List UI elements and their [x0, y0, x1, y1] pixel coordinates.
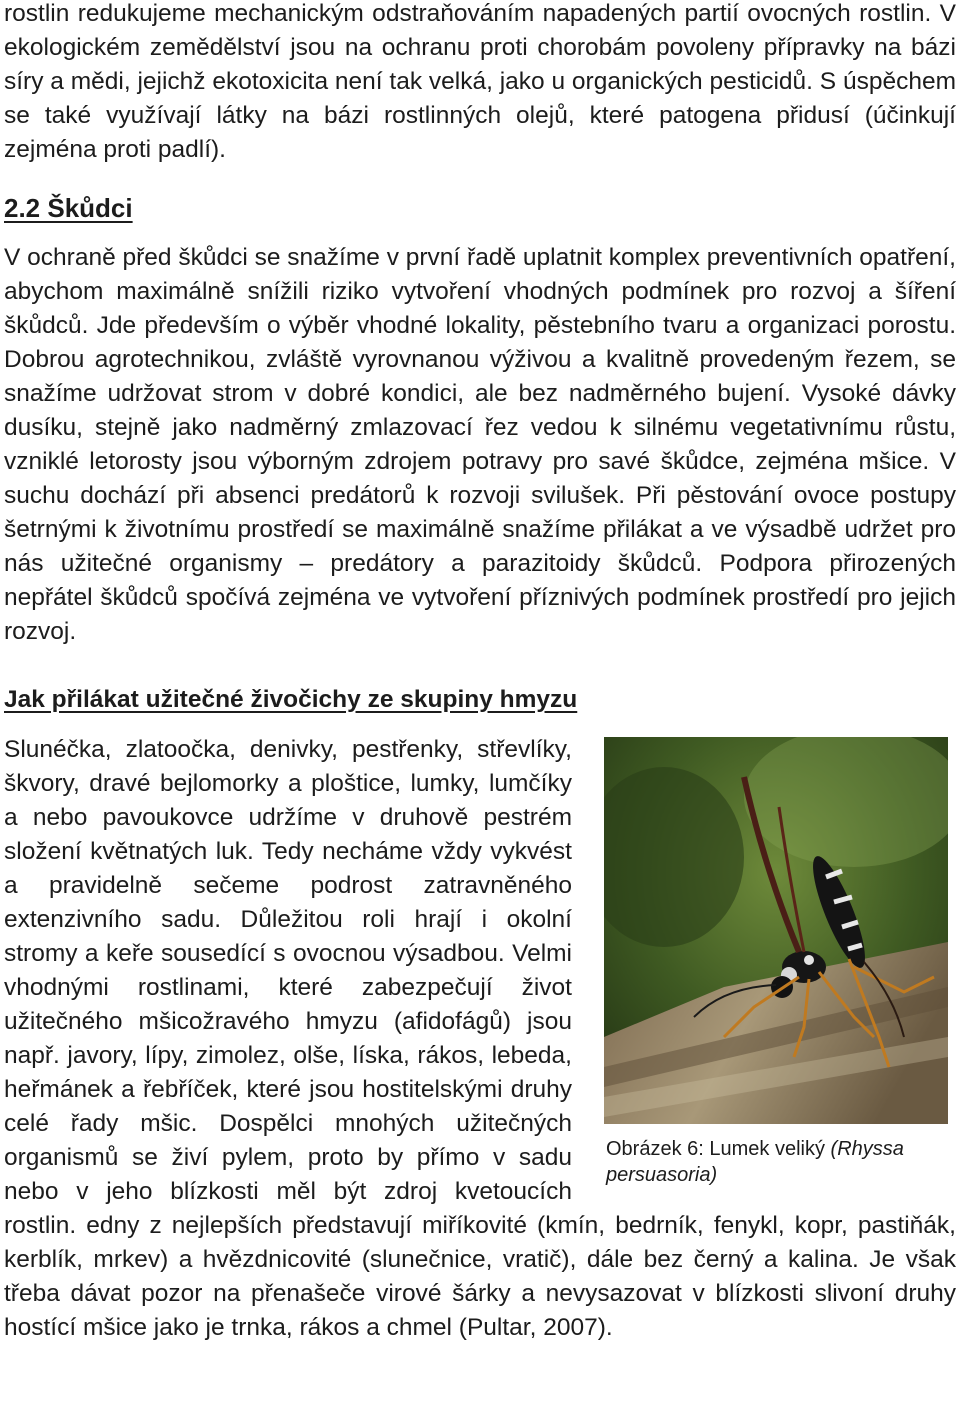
figure-caption-latin: (Rhyssa persuasoria) [606, 1138, 904, 1186]
photo-illustration [604, 737, 948, 1124]
section-heading: 2.2 Škůdci [4, 193, 133, 223]
intro-paragraph: rostlin redukujeme mechanickým odstraňováním napadených partií ovocných rostlin. V ekologickém zemědělství jsou na ochranu proti chorobám povoleny přípravky na bázi síry a mědi, jejichž ekotoxicita není tak velká, jako u organických pesticidů. S úspěchem se také využívají látky na bázi rostlinných olejů, které patogena přidusí (účinkují zejména proti padlí). [4, 0, 956, 163]
subsection-paragraph: Slunéčka, zlatoočka, denivky, pestřenky, střevlíky, škvory, dravé bejlomorky a ploštice, lumky, lumčíky a nebo pavoukovce udržíme v druhově pestrém složení květnatých luk. Tedy necháme vždy vykvést a pravidelně sečeme podrost zatravněného extenzivního sadu. Důležitou roli hrají i okolní stromy a keře sousedící s ovocnou výsadbou. Velmi vhodnými rostlinami, které zabezpečují život užitečného mšicožravého hmyzu (afidofágů) jsou např. javory, lípy, zimolez, olše, líska, rákos, lebeda, heřmánek a řebříček, které jsou hostitelskými druhy celé řady mšic. Dospělci mnohých užitečných organismů se živí pylem, proto by přímo v sadu nebo v jeho blízkosti měl být zdroj kvetoucích rostlin. edny z nejlepších představují miříkovité (kmín, bedrník, fenykl, kopr, pastiňák, kerblík, mrkev) a hvězdnicovité (slunečnice, vratič), dále bez černý a kalina. Je však třeba dávat pozor na přenašeče virové šárky a nevysazovat v blízkosti slivoní druhy hostící mšice jako je trnka, rákos a chmel (Pultar, 2007). [4, 736, 956, 1341]
figure [604, 737, 956, 1188]
figure-caption [604, 1136, 956, 1188]
subsection-heading: Jak přilákat užitečné živočichy ze skupiny hmyzu [4, 686, 578, 713]
figure-caption-text: Obrázek 6: Lumek veliký [606, 1138, 831, 1160]
ichneumon-wasp-photo [604, 737, 948, 1124]
section-paragraph: V ochraně před škůdci se snažíme v první řadě uplatnit komplex preventivních opatření, abychom maximálně snížili riziko vytvoření vhodných podmínek pro rozvoj a šíření škůdců. Jde především o výběr vhodné lokality, pěstebního tvaru a organizaci porostu. Dobrou agrotechnikou, zvláště vyrovnanou výživou a kvalitně provedeným řezem, se snažíme udržovat strom v dobré kondici, ale bez nadměrného bujení. Vysoké dávky dusíku, stejně jako nadměrný zmlazovací řez vedou k silnému vegetativnímu růstu, vzniklé letorosty jsou výborným zdrojem potravy pro savé škůdce, zejména mšice. V suchu dochází při absenci predátorů k rozvoji svilušek. Při pěstování ovoce postupy šetrnými k životnímu prostředí se maximálně snažíme přilákat a ve výsadbě udržet pro nás užitečné organismy – predátory a parazitoidy škůdců. Podpora přirozených nepřátel škůdců spočívá zejména ve vytvoření příznivých podmínek prostředí pro jejich rozvoj. [4, 244, 956, 645]
